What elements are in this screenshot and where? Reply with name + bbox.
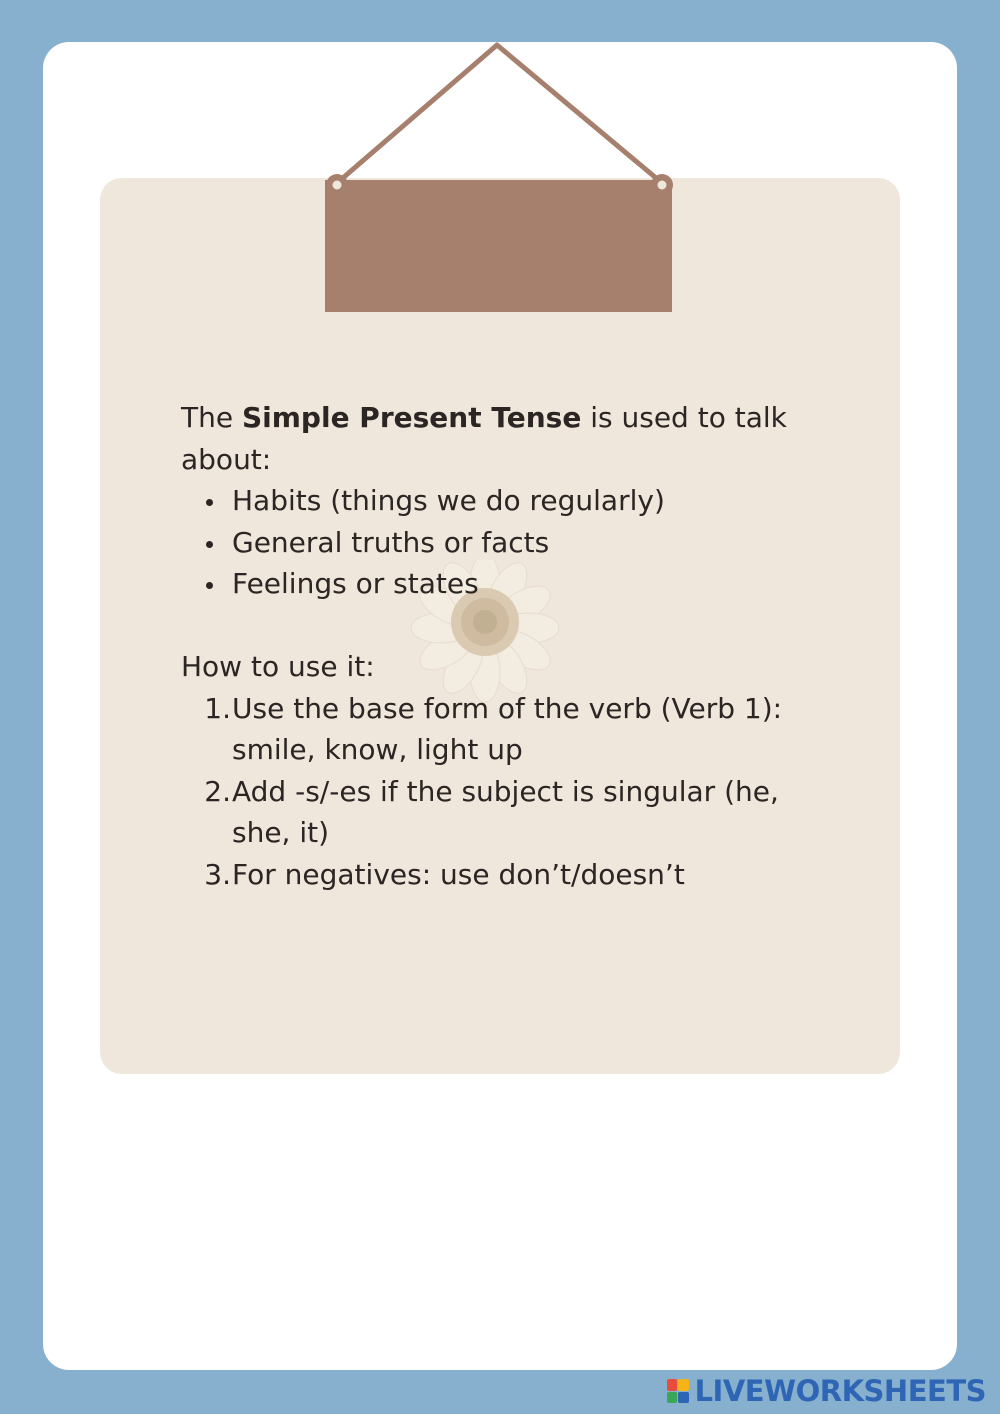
step-number: 3. xyxy=(204,857,231,891)
list-item: Habits (things we do regularly) xyxy=(181,480,841,522)
list-item: Feelings or states xyxy=(181,563,841,605)
liveworksheets-logo-icon xyxy=(667,1379,689,1403)
intro-suffix: is used to talk about: xyxy=(181,401,787,476)
step-text: Add -s/-es if the subject is singular (he, she, it) xyxy=(232,774,779,849)
steps-list xyxy=(181,688,841,896)
list-item xyxy=(181,854,841,896)
list-item xyxy=(181,688,841,771)
brand-name: LIVEWORKSHEETS xyxy=(694,1374,986,1408)
how-heading: How to use it: xyxy=(181,650,375,683)
list-item: General truths or facts xyxy=(181,522,841,564)
intro-paragraph xyxy=(181,397,841,480)
intro-prefix: The xyxy=(181,401,242,434)
lesson-text xyxy=(181,397,841,895)
step-number: 2. xyxy=(204,774,231,808)
step-text: Use the base form of the verb (Verb 1): smile, know, light up xyxy=(232,691,783,766)
brand-footer[interactable] xyxy=(667,1374,986,1408)
uses-list xyxy=(181,480,841,605)
list-item xyxy=(181,771,841,854)
step-text: For negatives: use don’t/doesn’t xyxy=(232,857,685,891)
tense-term: Simple Present Tense xyxy=(241,401,582,434)
spacer xyxy=(181,605,841,647)
step-number: 1. xyxy=(204,691,231,725)
